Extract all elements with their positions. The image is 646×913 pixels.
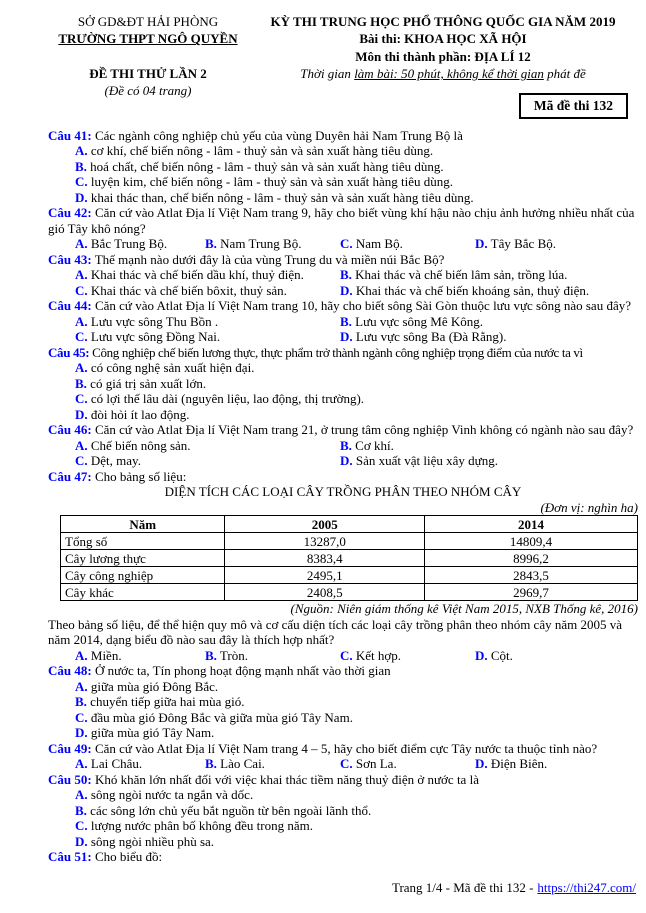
option-letter: B.: [205, 647, 217, 663]
table-header-cell: 2014: [425, 516, 638, 533]
option: B. Khai thác và chế biến lâm sản, trồng lúa.: [340, 267, 568, 283]
option-letter: D.: [340, 329, 353, 345]
question-text-line: Câu 49: Căn cứ vào Atlat Địa lí Việt Nam trang 4 – 5, hãy cho biết điểm cực Tây nước ta thuộc tỉnh nào?: [48, 740, 598, 756]
option: A. Lưu vực sông Thu Bồn .: [75, 313, 219, 329]
option: B. Tròn.: [205, 647, 248, 663]
options: [48, 314, 638, 345]
header-right-block: [248, 13, 638, 100]
option: A. Chế biến nông sản.: [75, 437, 191, 453]
question-42: [48, 205, 638, 252]
option-letter: C.: [340, 236, 353, 252]
option-letter: C.: [75, 709, 88, 725]
footer-link[interactable]: https://thi247.com/: [537, 880, 636, 895]
option: D. sông ngòi nhiều phù sa.: [75, 833, 215, 849]
question-43: [48, 252, 638, 299]
option-letter: A.: [75, 647, 88, 663]
question-44: [48, 298, 638, 345]
question-46: [48, 422, 638, 469]
table-source-note: (Nguồn: Niên giám thống kê Việt Nam 2015, NXB Thống kê, 2016): [290, 601, 638, 617]
option: C. Kết hợp.: [340, 647, 402, 663]
table-unit-note: (Đơn vị: nghìn ha): [540, 499, 638, 515]
option: A. Bắc Trung Bộ.: [75, 236, 168, 252]
option: B. Lưu vực sông Mê Kông.: [340, 313, 484, 329]
option: D. đòi hỏi ít lao động.: [75, 406, 190, 422]
option-letter: B.: [340, 313, 352, 329]
data-table-head: [61, 516, 638, 533]
option: C. đầu mùa gió Đông Bắc và giữa mùa gió Tây Nam.: [75, 709, 353, 725]
option: D. Khai thác và chế biến khoáng sản, thuỷ điện.: [340, 282, 590, 298]
table-title: DIỆN TÍCH CÁC LOẠI CÂY TRỒNG PHÂN THEO NHÓM CÂY: [164, 484, 522, 500]
question-47: [48, 469, 638, 664]
value-cell: 2843,5: [425, 567, 638, 584]
table-row: [61, 584, 638, 601]
options: [48, 360, 638, 422]
table-row: [61, 567, 638, 584]
question-label: Câu 43:: [48, 251, 92, 267]
value-cell: 2408,5: [225, 584, 425, 601]
option-letter: B.: [340, 437, 352, 453]
option-letter: A.: [75, 360, 88, 376]
option: A. cơ khí, chế biến nông - lâm - thuỷ sản và sản xuất hàng tiêu dùng.: [75, 143, 434, 159]
questions: [48, 128, 638, 865]
options: [48, 143, 638, 205]
value-cell: 8996,2: [425, 550, 638, 567]
option: A. Lai Châu.: [75, 756, 143, 772]
option: C. Khai thác và chế biến bôxit, thuỷ sản.: [75, 282, 287, 298]
options: [48, 648, 638, 664]
option-letter: D.: [475, 756, 488, 772]
option-letter: D.: [475, 647, 488, 663]
question-label: Câu 50:: [48, 771, 92, 787]
option: D. Điện Biên.: [475, 756, 548, 772]
option: A. giữa mùa gió Đông Bắc.: [75, 678, 219, 694]
value-cell: 2495,1: [225, 567, 425, 584]
option-letter: A.: [75, 143, 88, 159]
option-letter: B.: [340, 267, 352, 283]
options: [48, 267, 638, 298]
row-label-cell: Cây công nghiệp: [61, 567, 225, 584]
option-letter: D.: [340, 453, 353, 469]
option-letter: B.: [75, 375, 87, 391]
option: C. Sơn La.: [340, 756, 397, 772]
value-cell: 13287,0: [225, 533, 425, 550]
exam-subject: Bài thi: KHOA HỌC XÃ HỘI: [359, 31, 527, 47]
option-letter: D.: [475, 236, 488, 252]
option: C. Nam Bộ.: [340, 236, 403, 252]
row-label-cell: Tổng số: [61, 533, 225, 550]
option-letter: D.: [75, 406, 88, 422]
exam-title: KỲ THI TRUNG HỌC PHỔ THÔNG QUỐC GIA NĂM 2019: [270, 14, 616, 29]
question-text-line: Câu 45: Công nghiệp chế biến lương thực, thực phẩm trở thành ngành công nghiệp trọng điểm của nước ta vì: [48, 344, 583, 360]
option: C. luyện kim, chế biến nông - lâm - thuỷ sản và sản xuất hàng tiêu dùng.: [75, 174, 454, 190]
option: A. sông ngòi nước ta ngắn và dốc.: [75, 787, 254, 803]
option-letter: A.: [75, 313, 88, 329]
option: B. Cơ khí.: [340, 437, 394, 453]
option-letter: C.: [75, 818, 88, 834]
option: D. Tây Bắc Bộ.: [475, 236, 556, 252]
exam-round-title: ĐỀ THI THỬ LẦN 2: [89, 65, 207, 81]
value-cell: 14809,4: [425, 533, 638, 550]
options: [48, 787, 638, 849]
option: C. Lưu vực sông Đồng Nai.: [75, 329, 221, 345]
exam-duration: [248, 65, 638, 82]
exam-duration-suffix: phát đề: [543, 66, 586, 82]
department-name: SỞ GD&ĐT HẢI PHÒNG: [77, 14, 219, 29]
option-letter: D.: [75, 725, 88, 741]
question-label: Câu 42:: [48, 205, 92, 221]
row-label-cell: Cây lương thực: [61, 550, 225, 567]
question-label: Câu 49:: [48, 740, 92, 756]
option: A. Miền.: [75, 647, 122, 663]
option-letter: C.: [75, 391, 88, 407]
question-45: [48, 345, 638, 423]
option-letter: A.: [75, 437, 88, 453]
question-41: [48, 128, 638, 206]
table-header-cell: Năm: [61, 516, 225, 533]
option-letter: A.: [75, 756, 88, 772]
page-header: [48, 13, 638, 100]
option: D. khai thác than, chế biến nông - lâm - thuỷ sản và sản xuất hàng tiêu dùng.: [75, 189, 474, 205]
question-text-line: Câu 50: Khó khăn lớn nhất đối với việc khai thác tiềm năng thuỷ điện ở nước ta là: [48, 771, 479, 787]
option-letter: A.: [75, 267, 88, 283]
table-header-row: [61, 516, 638, 533]
option-letter: A.: [75, 236, 88, 252]
exam-code-box: Mã đề thi 132: [519, 93, 628, 119]
option: B. có giá trị sản xuất lớn.: [75, 375, 207, 391]
question-49: [48, 741, 638, 772]
option: A. có công nghệ sản xuất hiện đại.: [75, 360, 255, 376]
option: C. lượng nước phân bố không đều trong năm.: [75, 818, 313, 834]
question-text-line: Câu 46: Căn cứ vào Atlat Địa lí Việt Nam trang 21, ở trung tâm công nghiệp Vinh không có ngành nào sau đây?: [48, 422, 634, 438]
option: C. Dệt, may.: [75, 453, 141, 469]
options: [48, 438, 638, 469]
option-letter: B.: [75, 158, 87, 174]
question-label: Câu 44:: [48, 298, 92, 314]
option-letter: B.: [205, 756, 217, 772]
question-50: [48, 772, 638, 850]
option: C. có lợi thế lâu dài (nguyên liệu, lao động, thị trường).: [75, 391, 365, 407]
question-label: Câu 51:: [48, 849, 92, 865]
option-letter: C.: [75, 174, 88, 190]
question-text-line: Câu 41: Các ngành công nghiệp chủ yếu của vùng Duyên hải Nam Trung Bộ là: [48, 127, 463, 143]
value-cell: 2969,7: [425, 584, 638, 601]
table-header-cell: 2005: [225, 516, 425, 533]
option-letter: A.: [75, 787, 88, 803]
question-text-line: Câu 42: Căn cứ vào Atlat Địa lí Việt Nam trang 9, hãy cho biết vùng khí hậu nào chịu ảnh hưởng nhiều nhất của gió Tây khô nóng?: [48, 205, 635, 236]
header-left-block: [48, 13, 248, 100]
option-letter: B.: [205, 236, 217, 252]
exam-component: Môn thi thành phần: ĐỊA LÍ 12: [355, 48, 531, 64]
question-label: Câu 45:: [48, 344, 90, 360]
school-name: TRƯỜNG THPT NGÔ QUYỀN: [58, 31, 238, 47]
pages-note: (Đề có 04 trang): [104, 83, 192, 99]
question-label: Câu 46:: [48, 422, 92, 438]
option-letter: C.: [75, 453, 88, 469]
option: D. giữa mùa gió Tây Nam.: [75, 725, 215, 741]
question-text-line: Câu 43: Thế mạnh nào dưới đây là của vùng Trung du và miền núi Bắc Bộ?: [48, 251, 445, 267]
option-letter: B.: [75, 694, 87, 710]
options: [48, 679, 638, 741]
option: D. Lưu vực sông Ba (Đà Rằng).: [340, 329, 507, 345]
footer-page-info: Trang 1/4 - Mã đề thi 132 -: [391, 880, 534, 895]
option: B. Lào Cai.: [205, 756, 265, 772]
question-followup: Theo bảng số liệu, để thể hiện quy mô và cơ cấu diện tích các loại cây trồng phân theo nhóm cây năm 2005 và năm 2014, dạng biểu đồ nào sau đây là thích hợp nhất?: [48, 616, 622, 648]
option-letter: C.: [75, 282, 88, 298]
option: B. các sông lớn chủ yếu bắt nguồn từ bên ngoài lãnh thổ.: [75, 802, 372, 818]
question-label: Câu 41:: [48, 127, 92, 143]
option: B. chuyển tiếp giữa hai mùa gió.: [75, 694, 245, 710]
option-letter: B.: [75, 802, 87, 818]
data-table: [60, 515, 638, 601]
page-footer: [392, 880, 636, 895]
option: B. hoá chất, chế biến nông - lâm - thuỷ sản và sản xuất hàng tiêu dùng.: [75, 158, 444, 174]
option-letter: C.: [75, 329, 88, 345]
question-label: Câu 47:: [48, 468, 92, 484]
option-letter: D.: [75, 833, 88, 849]
value-cell: 8383,4: [225, 550, 425, 567]
question-label: Câu 48:: [48, 663, 92, 679]
question-51: [48, 849, 638, 865]
question-text-line: Câu 47: Cho bảng số liệu:: [48, 468, 187, 484]
table-row: [61, 550, 638, 567]
option-letter: D.: [75, 189, 88, 205]
exam-duration-prefix: Thời gian: [300, 66, 355, 82]
exam-duration-underlined: làm bài: 50 phút, không kể thời gian: [354, 66, 544, 82]
option-letter: C.: [340, 756, 353, 772]
option-letter: A.: [75, 678, 88, 694]
table-row: [61, 533, 638, 550]
option: B. Nam Trung Bộ.: [205, 236, 302, 252]
data-table-body: [61, 533, 638, 601]
option: A. Khai thác và chế biến dầu khí, thuỷ điện.: [75, 267, 304, 283]
question-48: [48, 663, 638, 741]
row-label-cell: Cây khác: [61, 584, 225, 601]
options: [48, 236, 638, 252]
option-letter: D.: [340, 282, 353, 298]
option: D. Cột.: [475, 647, 513, 663]
option: D. Sản xuất vật liệu xây dựng.: [340, 453, 498, 469]
option-letter: C.: [340, 647, 353, 663]
question-text-line: Câu 48: Ở nước ta, Tín phong hoạt động mạnh nhất vào thời gian: [48, 663, 391, 679]
question-text-line: Câu 51: Cho biểu đồ:: [48, 849, 163, 865]
question-text-line: Câu 44: Căn cứ vào Atlat Địa lí Việt Nam trang 10, hãy cho biết sông Sài Gòn thuộc lưu vực sông nào sau đây?: [48, 298, 631, 314]
options: [48, 756, 638, 772]
